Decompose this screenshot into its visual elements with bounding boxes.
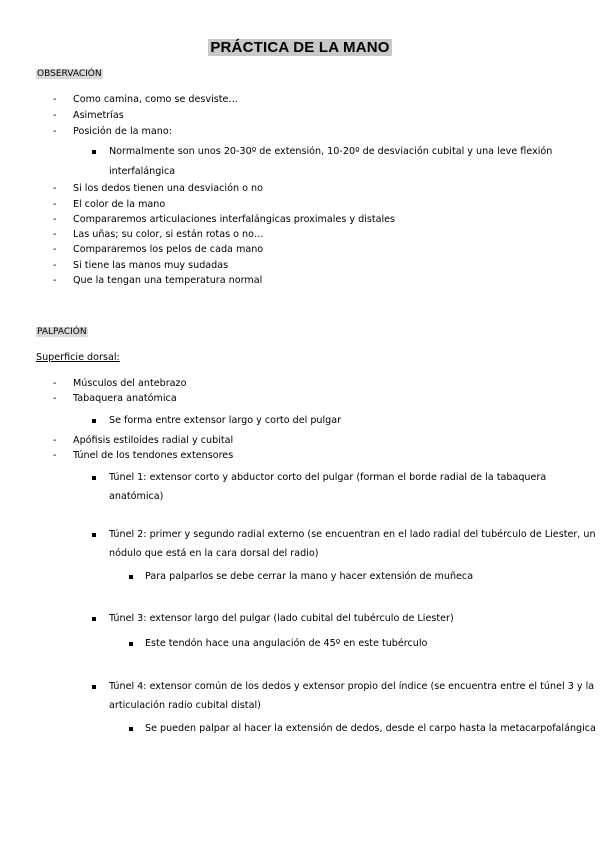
list-subsubitem: Se pueden palpar al hacer la extensión de dedos, desde el carpo hasta la metacarpofalángica: [145, 723, 596, 734]
list-item: Apófisis estiloides radial y cubital: [73, 435, 234, 446]
list-item: Músculos del antebrazo: [73, 378, 187, 389]
list-item: Que la tengan una temperatura normal: [73, 275, 263, 286]
list-subitem: Se forma entre extensor largo y corto del pulgar: [109, 415, 342, 426]
subheading-superficie-dorsal: Superficie dorsal:: [36, 352, 120, 363]
list-subsubitem: Para palparlos se debe cerrar la mano y hacer extensión de muñeca: [145, 571, 474, 582]
list-dash: -: [53, 110, 57, 121]
list-subitem: Normalmente son unos 20-30º de extensión, 10-20º de desviación cubital y una leve flexión: [109, 146, 553, 157]
list-subsubitem: Este tendón hace una angulación de 45º en este tubérculo: [145, 638, 428, 649]
list-subitem: Túnel 3: extensor largo del pulgar (lado cubital del tubérculo de Liester): [109, 613, 454, 624]
square-bullet-icon: [92, 685, 96, 689]
list-dash: -: [53, 199, 57, 210]
list-item: Túnel de los tendones extensores: [73, 450, 234, 461]
list-item: Como camina, como se desviste…: [73, 94, 239, 105]
list-item: Si los dedos tienen una desviación o no: [73, 183, 263, 194]
list-dash: -: [53, 214, 57, 225]
list-item: Asimetrías: [73, 110, 124, 121]
section-heading-text: OBSERVACIÓN: [37, 69, 102, 79]
list-dash: -: [53, 126, 57, 137]
square-bullet-icon: [92, 476, 96, 480]
square-bullet-icon: [92, 150, 96, 154]
list-item: Compararemos articulaciones interfalángicas proximales y distales: [73, 214, 396, 225]
list-subitem-continuation: nódulo que está en la cara dorsal del radio): [109, 548, 319, 559]
list-subitem-continuation: anatómica): [109, 491, 164, 502]
list-item: Si tiene las manos muy sudadas: [73, 260, 229, 271]
list-item: Posición de la mano:: [73, 126, 172, 137]
square-bullet-icon: [129, 727, 133, 731]
list-dash: -: [53, 450, 57, 461]
list-dash: -: [53, 244, 57, 255]
list-item: El color de la mano: [73, 199, 166, 210]
list-subitem-continuation: articulación radio cubital distal): [109, 700, 261, 711]
list-subitem: Túnel 2: primer y segundo radial externo (se encuentran en el lado radial del tubérculo de Liester, un: [109, 529, 596, 540]
list-dash: -: [53, 183, 57, 194]
section-heading-palpacion: [36, 326, 88, 338]
square-bullet-icon: [92, 617, 96, 621]
square-bullet-icon: [129, 642, 133, 646]
list-dash: -: [53, 378, 57, 389]
list-item: Las uñas; su color, si están rotas o no…: [73, 229, 264, 240]
list-item: Compararemos los pelos de cada mano: [73, 244, 264, 255]
list-dash: -: [53, 393, 57, 404]
square-bullet-icon: [129, 575, 133, 579]
section-heading-text: PALPACIÓN: [37, 327, 87, 337]
section-heading-observacion: [36, 68, 103, 80]
list-dash: -: [53, 435, 57, 446]
list-subitem: Túnel 4: extensor común de los dedos y extensor propio del índice (se encuentra entre el túnel 3 y la: [109, 681, 595, 692]
list-dash: -: [53, 94, 57, 105]
list-dash: -: [53, 275, 57, 286]
list-dash: -: [53, 229, 57, 240]
square-bullet-icon: [92, 533, 96, 537]
list-dash: -: [53, 260, 57, 271]
square-bullet-icon: [92, 419, 96, 423]
list-subitem: Túnel 1: extensor corto y abductor corto del pulgar (forman el borde radial de la tabaquera: [109, 472, 547, 483]
page-title-text: PRÁCTICA DE LA MANO: [210, 39, 390, 56]
page-title: [0, 37, 600, 56]
list-item: Tabaquera anatómica: [73, 393, 177, 404]
list-subitem-continuation: interfalángica: [109, 166, 176, 177]
